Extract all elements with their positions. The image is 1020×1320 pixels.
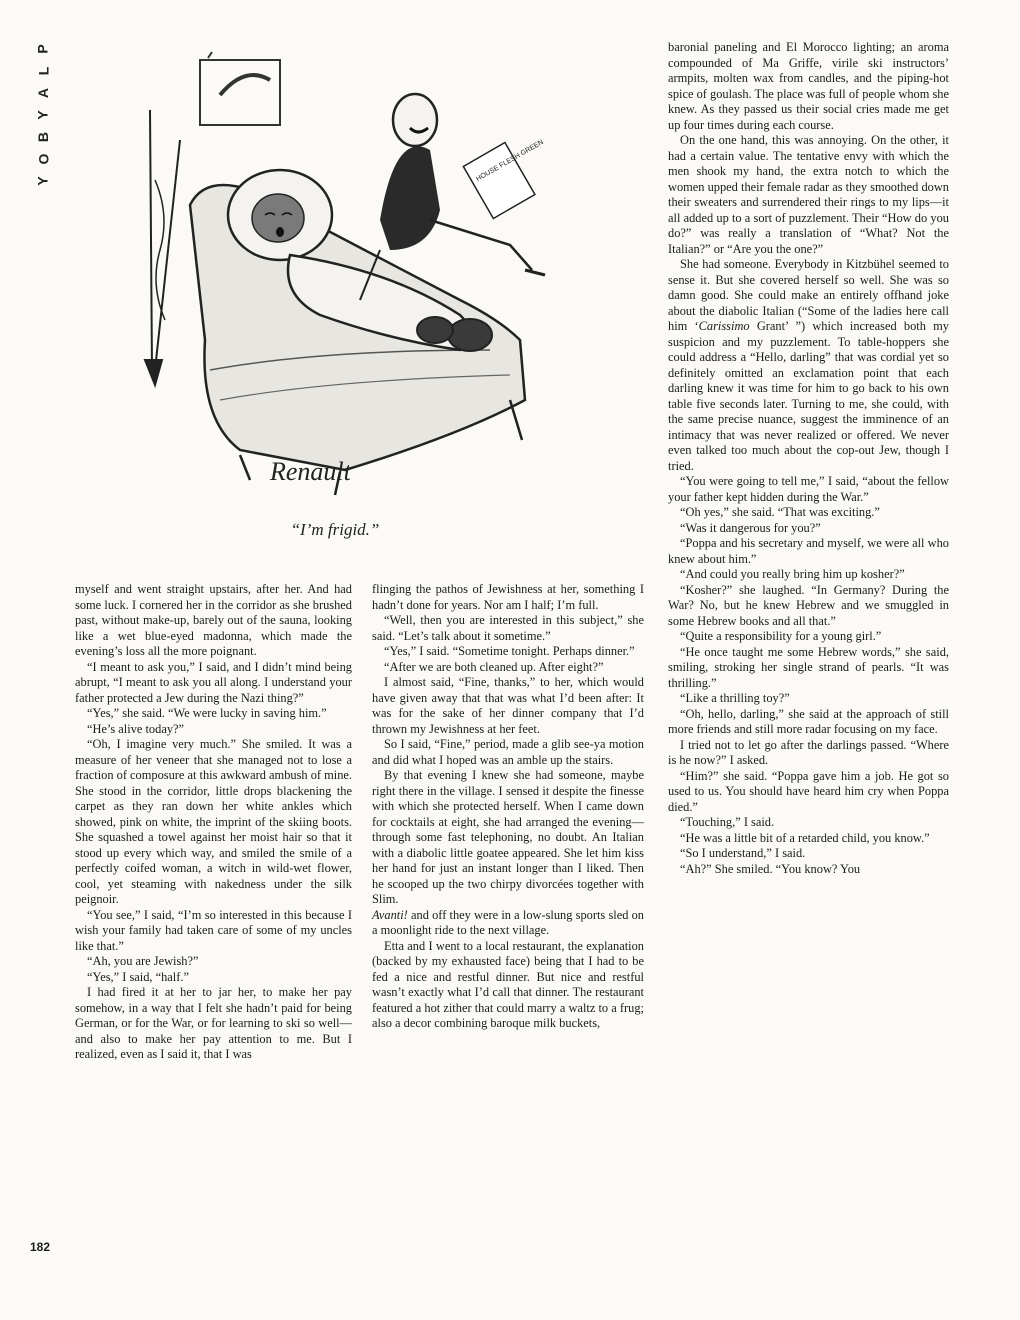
paragraph: “Touching,” I said. bbox=[680, 815, 775, 829]
paragraph: “Oh, hello, darling,” she said at the approach of still more friends and still more radar focusing on my face. bbox=[668, 706, 949, 736]
masthead-letter: Y bbox=[35, 110, 51, 120]
joke-pre: She had someone. Everybody in Kitzbühel seemed to sense it. But she covered herself so well. She was so damn good. She could make an entirely offhand joke about the diabolic Italian (“Some of the ladies here call him ‘ bbox=[668, 257, 949, 333]
paragraph: “Ah, you are Jewish?” bbox=[87, 954, 199, 968]
cartoon-illustration bbox=[130, 40, 550, 500]
col2-paragraphs-before bbox=[372, 582, 644, 908]
avanti-rest: and off they were in a low-slung sports sled on a moonlight ride to the next village. bbox=[372, 907, 644, 937]
paragraph: “After we are both cleaned up. After eight?” bbox=[384, 659, 604, 674]
cartoon-caption: “I’m frigid.” bbox=[290, 520, 380, 539]
masthead-letter: L bbox=[35, 66, 51, 76]
col3-joke-paragraph bbox=[668, 257, 949, 474]
notepad bbox=[463, 126, 550, 219]
page-number: 182 bbox=[30, 1240, 51, 1254]
avanti-italic: Avanti! bbox=[372, 907, 408, 922]
paragraph: “You see,” I said, “I’m so interested in this because I wish your family had taken care of some of my uncles like that.” bbox=[75, 907, 352, 953]
paragraph: I almost said, “Fine, thanks,” to her, which would have given away that that was what I’d been after: It was for the sake of her dinner company that I’d thrown my Jewishness at her feet. bbox=[372, 675, 644, 736]
masthead-letter: O bbox=[34, 153, 51, 165]
paragraph: “Poppa and his secretary and myself, we were all who knew about him.” bbox=[668, 536, 949, 566]
paragraph: “So I understand,” I said. bbox=[680, 846, 806, 860]
text-column-2 bbox=[372, 582, 644, 1032]
artist-signature: Renault bbox=[270, 457, 351, 486]
paragraph: “And could you really bring him up kosher?” bbox=[680, 567, 905, 581]
paragraph: On the one hand, this was annoying. On the other, it had a certain value. The tentative envy with which the men shook my hand, the extra notch to which the women upped their female radar as they smoothed down their sweaters and surrendered their rings to my lips—it all added up to a sort of puzzlement. Their “How do you do?” was really a translation of “What? Not the Italian?” or “Are you the one?” bbox=[668, 133, 949, 256]
masthead-letter: A bbox=[35, 87, 51, 99]
masthead bbox=[30, 38, 56, 192]
wall-picture bbox=[200, 52, 280, 125]
paragraph: “Kosher?” she laughed. “In Germany? During the War? No, but he knew Hebrew and we smuggled in some Hebrew books and all that.” bbox=[668, 582, 949, 628]
paragraph: “Was it dangerous for you?” bbox=[680, 520, 821, 535]
paragraph: “Well, then you are interested in this subject,” she said. “Let’s talk about it sometime.” bbox=[372, 613, 644, 643]
col3-paragraphs-before bbox=[668, 40, 949, 257]
paragraph: I had fired it at her to jar her, to make her pay somehow, in a way that I felt she hadn’t paid for being German, or for the War, or for learning to ski so well—and also to make her pay attention to me. But I realized, even as I said it, that I was bbox=[75, 985, 352, 1061]
col3-paragraphs-after bbox=[668, 474, 949, 877]
paragraph: baronial paneling and El Morocco lighting; an aroma compounded of Ma Griffe, virile ski instructors’ armpits, molten wax from candles, and the piping-hot spice of goulash. The place was full of people whom she knew. As they passed us their social cries made me get up four times during each course. bbox=[668, 40, 949, 132]
paragraph: “Yes,” she said. “We were lucky in saving him.” bbox=[87, 706, 327, 720]
paragraph: “Oh, I imagine very much.” She smiled. It was a measure of her veneer that she managed not to lose a fraction of composure at this awkward ambush of mine. She stood in the corridor, little drops blackening the carpet as they ran down her white ankles which showed, pink on white, the imprint of the skiing boots. She squashed a towel against her moist hair so that it stood up every which way, and smiled the smile of a perfectly coifed woman, a witch in wild-wet flower, cool, yet steaming with nakedness under the silk peignoir. bbox=[75, 737, 352, 906]
col2-paragraphs-after bbox=[372, 939, 644, 1032]
paragraph: “Like a thrilling toy?” bbox=[680, 691, 790, 705]
col2-avanti-paragraph bbox=[372, 908, 644, 939]
paragraph: “Quite a responsibility for a young girl.” bbox=[680, 629, 882, 643]
carissimo-italic: Carissimo bbox=[698, 319, 750, 333]
paragraph: myself and went straight upstairs, after her. And had some luck. I cornered her in the corridor as she brushed past, without make-up, barely out of the sauna, looking like a wet blue-eyed madonna, which made the evening’s loss all the more poignant. bbox=[75, 582, 352, 658]
ski-poles bbox=[145, 110, 180, 385]
text-column-3 bbox=[668, 40, 949, 877]
paragraph: “He was a little bit of a retarded child, you know.” bbox=[680, 830, 930, 845]
masthead-letter: Y bbox=[35, 176, 51, 186]
paragraph: By that evening I knew she had someone, maybe right there in the village. I sensed it despite the finesse with which she protected herself. When I came down for cocktails at eight, she had arranged the evening—through some fast telephoning, no doubt. An Italian with a diabolic little goatee appeared. She let him kiss her hand for just an instant longer than I liked. Then he scooped up the two chirpy divorcées together with Slim. bbox=[372, 768, 644, 906]
paragraph: I tried not to let go after the darlings passed. “Where is he now?” I asked. bbox=[668, 737, 949, 767]
paragraph: “Oh yes,” she said. “That was exciting.” bbox=[680, 505, 880, 519]
masthead-letter: B bbox=[35, 131, 51, 143]
paragraph: “Him?” she said. “Poppa gave him a job. He got so used to us. You should have heard him cry when Poppa died.” bbox=[668, 768, 949, 814]
paragraph: “Yes,” I said, “half.” bbox=[87, 969, 189, 984]
notepad-text: HOUSE FLESH GREEN bbox=[475, 138, 545, 184]
paragraph: “Ah?” She smiled. “You know? You bbox=[680, 861, 861, 876]
text-column-1 bbox=[75, 582, 352, 1063]
masthead-letter: P bbox=[35, 44, 51, 54]
paragraph: flinging the pathos of Jewishness at her, something I hadn’t done for years. Nor am I half; I’m full. bbox=[372, 582, 644, 612]
paragraph: Etta and I went to a local restaurant, the explanation (backed by my exhausted face) being that I had to be fed a nice and restful dinner. But nice and restful wasn’t exactly what I’d call that dinner. The restaurant featured a hot zither that could marry a waltz to a frug; also a decor combining baroque milk buckets, bbox=[372, 938, 644, 1030]
paragraph: So I said, “Fine,” period, made a glib see-ya motion and did what I hoped was an amble up the stairs. bbox=[372, 737, 644, 767]
paragraph: “You were going to tell me,” I said, “about the fellow your father kept hidden during the War.” bbox=[668, 474, 949, 504]
joke-post: Grant’ ”) which increased both my suspicion and my puzzlement. To table-hoppers she could address a “Hello, darling” that was cordial yet so definitely omitted an exclamation point that each darling knew it was time for him to go back to his own table five seconds later. Turning to me, she could, with the same precise nuance, suggest the imminence of an intimacy that was never realized or offered. We never even talked too much about the cop-out Jew, though I tried. bbox=[668, 319, 949, 473]
paragraph: “I meant to ask you,” I said, and I didn’t mind being abrupt, “I meant to ask you all along. I understand your father protected a Jew during the Nazi thing?” bbox=[75, 659, 352, 705]
paragraph: “He once taught me some Hebrew words,” she said, smiling, stroking her single strand of pearls. “It was thrilling.” bbox=[668, 644, 949, 690]
paragraph: “Yes,” I said. “Sometime tonight. Perhaps dinner.” bbox=[384, 644, 635, 658]
paragraph: “He’s alive today?” bbox=[87, 721, 185, 736]
